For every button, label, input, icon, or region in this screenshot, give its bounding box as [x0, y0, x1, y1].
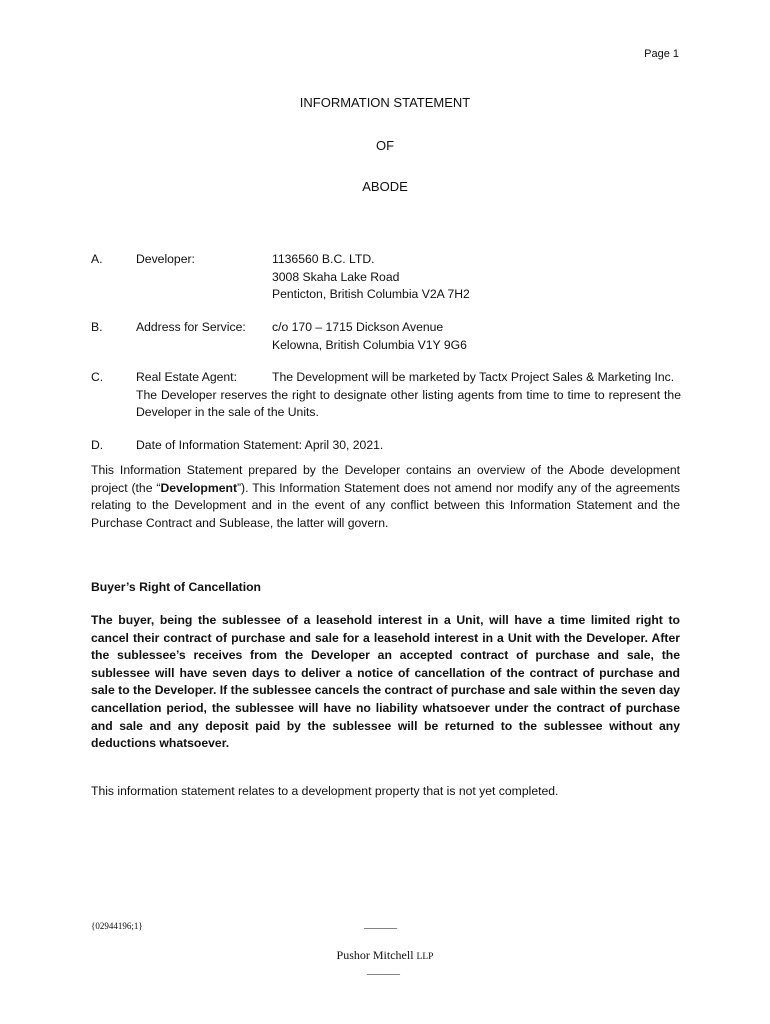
document-title-project: ABODE [362, 179, 408, 194]
law-firm-name [0, 948, 770, 963]
page-number: Page 1 [644, 48, 679, 60]
completion-note: This information statement relates to a development property that is not yet completed. [91, 784, 559, 798]
item-label: Developer: [136, 252, 195, 266]
agent-first-line: The Development will be marketed by Tactx Project Sales & Marketing Inc. [272, 370, 675, 384]
cancellation-paragraph: The buyer, being the sublessee of a leasehold interest in a Unit, will have a time limited right to cancel their contract of purchase and sale for a leasehold interest in a Unit with the Developer. After the sublessee’s receives from the Developer an accepted contract of purchase and sale, the sublessee will have seven days to deliver a notice of cancellation of the contract of purchase and sale to the Developer. If the sublessee cancels the contract of purchase and sale within the seven day cancellation period, the sublessee will have no liability whatsoever under the contract of purchase and sale and any deposit paid by the sublessee will be returned to the sublessee without any deductions whatsoever. [91, 613, 680, 751]
intro-text: ”). This Information Statement does not amend nor modify any of the agreements relating to the Development and in the event of any conflict between this Information Statement and the Purchase Contract and Sublease, the latter will govern. [91, 480, 680, 530]
address-line: 3008 Skaha Lake Road [272, 269, 400, 284]
agent-details: The Developer reserves the right to designate other listing agents from time to time to represent the Developer in the sale of the Units. [136, 387, 681, 420]
document-title-of: OF [375, 138, 395, 153]
firm-name: Pushor Mitchell [336, 948, 414, 962]
intro-paragraph [91, 462, 680, 532]
intro-defined-term: Development [160, 480, 237, 495]
item-label: Address for Service: [136, 320, 246, 334]
cancellation-heading: Buyer’s Right of Cancellation [91, 580, 261, 594]
footer-rule: ______ [367, 964, 400, 976]
footer-rule: ______ [364, 918, 397, 930]
item-letter: C. [91, 370, 104, 384]
address-line: Kelowna, British Columbia V1Y 9G6 [272, 337, 467, 352]
intro-text: This Information Statement prepared by the Developer contains an overview of the Abode development project (the “ [91, 463, 680, 495]
item-label: Real Estate Agent: [136, 370, 237, 384]
document-title: INFORMATION STATEMENT [299, 95, 471, 110]
address-line: Penticton, British Columbia V2A 7H2 [272, 287, 470, 302]
item-letter: D. [91, 438, 104, 452]
service-address [272, 319, 467, 354]
firm-suffix: LLP [416, 952, 434, 962]
statement-date: Date of Information Statement: April 30, 2021. [136, 438, 384, 452]
address-line: c/o 170 – 1715 Dickson Avenue [272, 320, 444, 334]
item-letter: A. [91, 252, 103, 266]
agent-text [136, 369, 681, 422]
item-letter: B. [91, 320, 103, 334]
document-id: {02944196;1} [91, 921, 143, 931]
address-line: 1136560 B.C. LTD. [272, 252, 375, 266]
developer-address [272, 251, 470, 304]
